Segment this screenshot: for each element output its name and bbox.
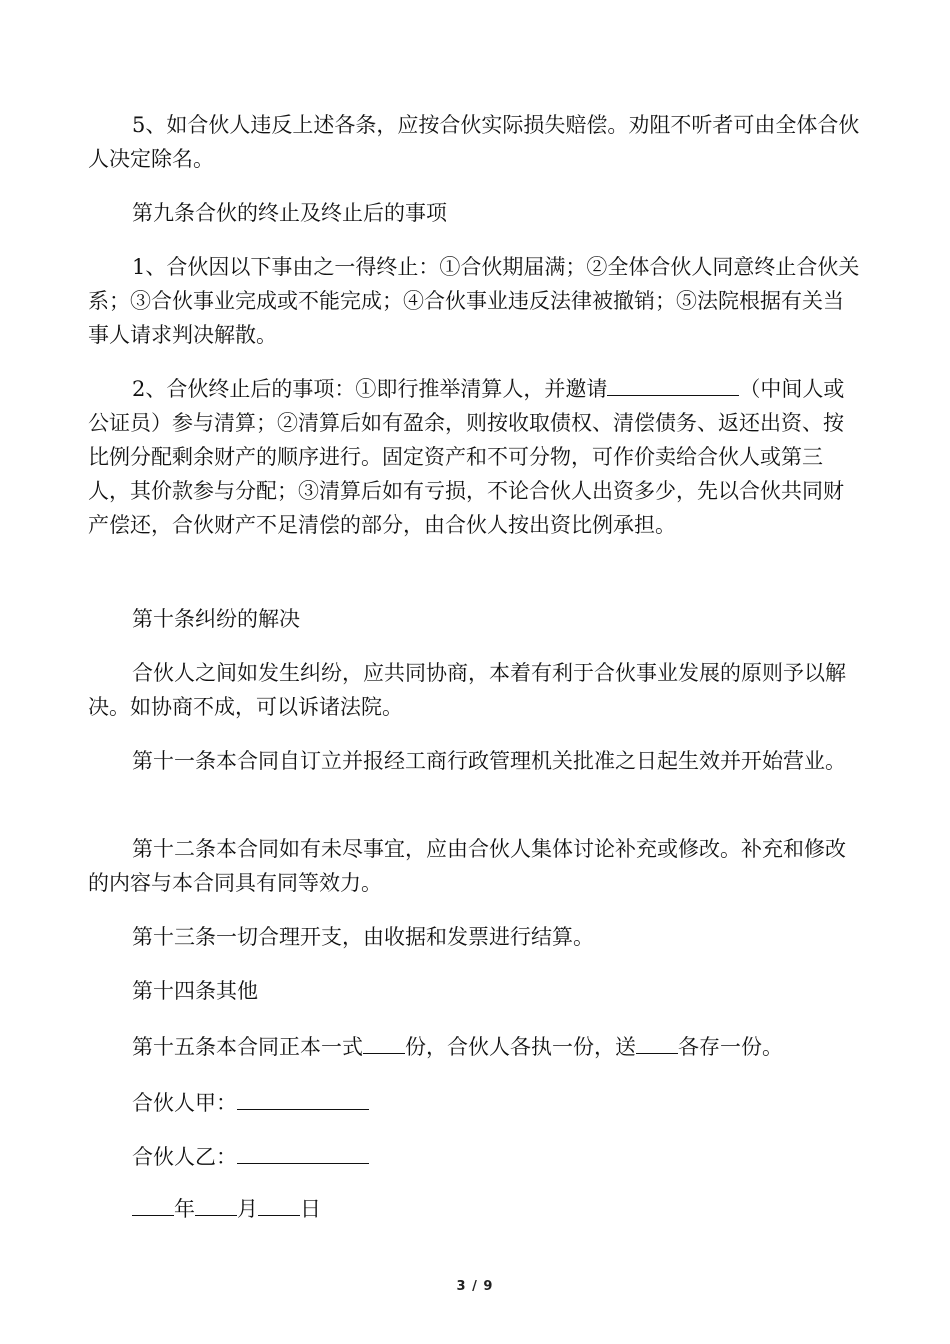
paragraph-termination-causes: 1、合伙因以下事由之一得终止：①合伙期届满；②全体合伙人同意终止合伙关系；③合伙事业完成或不能完成；④合伙事业违反法律被撤销；⑤法院根据有关当事人请求判决解散。: [88, 255, 860, 347]
article-15-text-c: 各存一份。: [678, 1035, 783, 1059]
paragraph-clause-5-breach: 5、如合伙人违反上述各条，应按合伙实际损失赔偿。劝阻不听者可由全体合伙人决定除名。: [88, 113, 860, 171]
post-termination-text-a: 2、合伙终止后的事项：①即行推举清算人，并邀请: [132, 377, 608, 401]
partner-a-blank: [237, 1087, 369, 1110]
paragraph-article-15: [88, 1030, 860, 1064]
year-blank: [132, 1193, 174, 1216]
heading-article-14: 第十四条其他: [132, 979, 258, 1003]
month-blank: [195, 1193, 237, 1216]
article-15-text-a: 第十五条本合同正本一式: [132, 1035, 363, 1059]
signature-partner-a: [88, 1086, 860, 1120]
partner-a-label: 合伙人甲：: [132, 1091, 237, 1115]
day-blank: [258, 1193, 300, 1216]
heading-article-10: 第十条纠纷的解决: [132, 607, 300, 631]
post-termination-text-b: （中间人或公证员）参与清算；②清算后如有盈余，则按收取债权、清偿债务、返还出资、按比例分配剩余财产的顺序进行。固定资产和不可分物，可作价卖给合伙人或第三人，其价款参与分配；③清算后如有亏损，不论合伙人出资多少，先以合伙共同财产偿还，合伙财产不足清偿的部分，由合伙人按出资比例承担。: [88, 377, 845, 537]
year-label: 年: [174, 1197, 195, 1221]
signature-date: [88, 1192, 860, 1226]
paragraph-article-13: 第十三条一切合理开支，由收据和发票进行结算。: [132, 925, 594, 949]
recipient-blank: [636, 1031, 678, 1054]
signature-partner-b: [88, 1140, 860, 1174]
heading-article-9: 第九条合伙的终止及终止后的事项: [132, 201, 447, 225]
paragraph-article-11: 第十一条本合同自订立并报经工商行政管理机关批准之日起生效并开始营业。: [132, 749, 846, 773]
mediator-blank-line: [607, 373, 739, 396]
page-number: 3 / 9: [456, 1279, 494, 1294]
paragraph-article-12: 第十二条本合同如有未尽事宜，应由合伙人集体讨论补充或修改。补充和修改的内容与本合同具有同等效力。: [88, 837, 846, 895]
partner-b-label: 合伙人乙：: [132, 1145, 237, 1169]
day-label: 日: [300, 1197, 321, 1221]
partner-b-blank: [237, 1141, 369, 1164]
article-15-text-b: 份，合伙人各执一份，送: [405, 1035, 636, 1059]
copies-count-blank: [363, 1031, 405, 1054]
paragraph-post-termination: [88, 372, 860, 542]
month-label: 月: [237, 1197, 258, 1221]
paragraph-dispute-resolution: 合伙人之间如发生纠纷，应共同协商，本着有利于合伙事业发展的原则予以解决。如协商不成，可以诉诸法院。: [88, 661, 846, 719]
